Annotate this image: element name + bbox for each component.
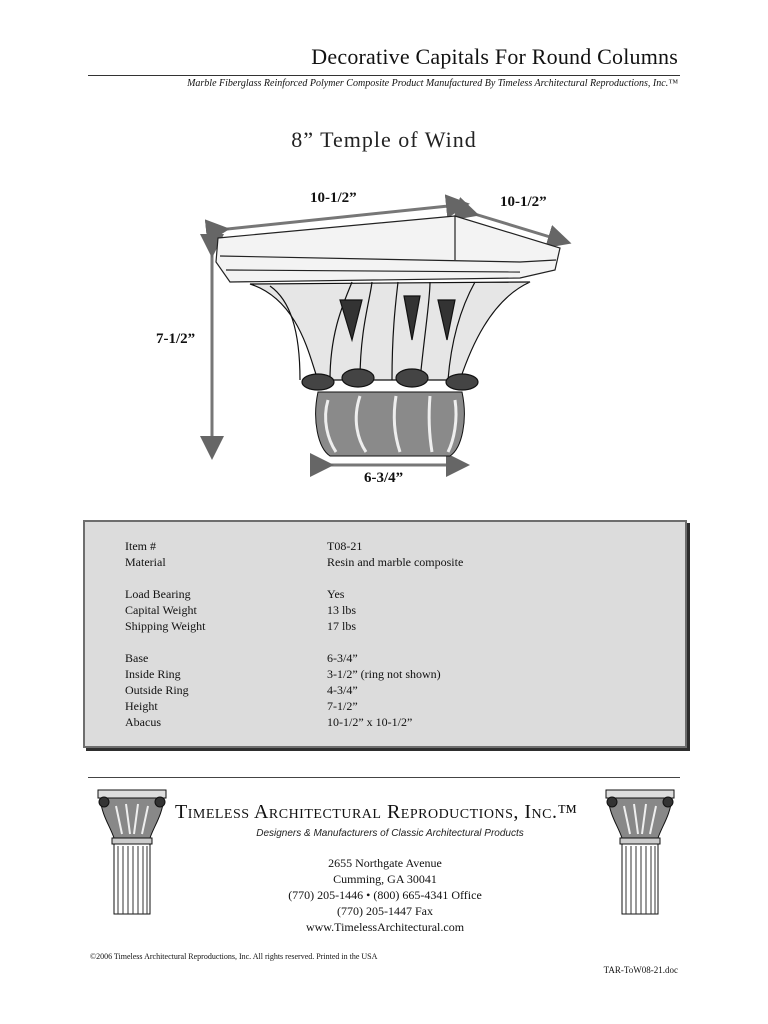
capital-illustration [150, 170, 590, 490]
address-line-2: Cumming, GA 30041 [333, 872, 437, 886]
page-title: Decorative Capitals For Round Columns [311, 44, 678, 69]
header-rule [88, 75, 680, 76]
spec-label: Outside Ring [125, 683, 189, 697]
page-subtitle: Marble Fiberglass Reinforced Polymer Composite Product Manufactured By Timeless Architectural Reproductions, Inc.™ [187, 78, 678, 89]
spec-label: Capital Weight [125, 603, 197, 617]
spec-value: 6-3/4” [327, 651, 358, 665]
spec-value: 10-1/2” x 10-1/2” [327, 715, 413, 729]
spec-label: Load Bearing [125, 587, 191, 601]
spec-value: Yes [327, 587, 345, 601]
spec-label: Shipping Weight [125, 619, 206, 633]
dimension-label-bottom: 6-3/4” [364, 470, 404, 486]
dimension-label-right: 10-1/2” [500, 194, 547, 210]
spec-table [83, 520, 687, 748]
spec-value: T08-21 [327, 539, 363, 553]
fax-line: (770) 205-1447 Fax [337, 904, 433, 918]
document-filename: TAR-ToW08-21.doc [603, 965, 678, 975]
website-link[interactable]: www.TimelessArchitectural.com [305, 920, 465, 934]
spec-label: Base [125, 651, 149, 665]
phone-line: (770) 205-1446 • (800) 665-4341 Office [288, 888, 482, 902]
footer-rule [88, 777, 680, 778]
product-title: 8” Temple of Wind [291, 127, 477, 152]
copyright-notice: ©2006 Timeless Architectural Reproductions, Inc. All rights reserved. Printed in the USA [90, 952, 378, 961]
spec-value: 7-1/2” [327, 699, 358, 713]
spec-value: 3-1/2” (ring not shown) [327, 667, 441, 681]
dimension-label-left: 7-1/2” [156, 331, 196, 347]
column-logo-left [92, 786, 172, 916]
bell [250, 282, 530, 380]
spec-label: Item # [125, 539, 156, 553]
spec-label: Height [125, 699, 158, 713]
spec-label: Inside Ring [125, 667, 181, 681]
acanthus-base [316, 392, 465, 456]
spec-label: Abacus [125, 715, 161, 729]
spec-value: Resin and marble composite [327, 555, 464, 569]
company-tagline: Designers & Manufacturers of Classic Architectural Products [256, 828, 524, 839]
spec-value: 13 lbs [327, 603, 357, 617]
dimension-label-top: 10-1/2” [310, 190, 357, 206]
column-logo-right [600, 786, 680, 916]
spec-label: Material [125, 555, 166, 569]
company-name: Timeless Architectural Reproductions, Inc.™ [175, 801, 578, 823]
address-line-1: 2655 Northgate Avenue [328, 856, 442, 870]
spec-value: 4-3/4” [327, 683, 358, 697]
spec-value: 17 lbs [327, 619, 357, 633]
